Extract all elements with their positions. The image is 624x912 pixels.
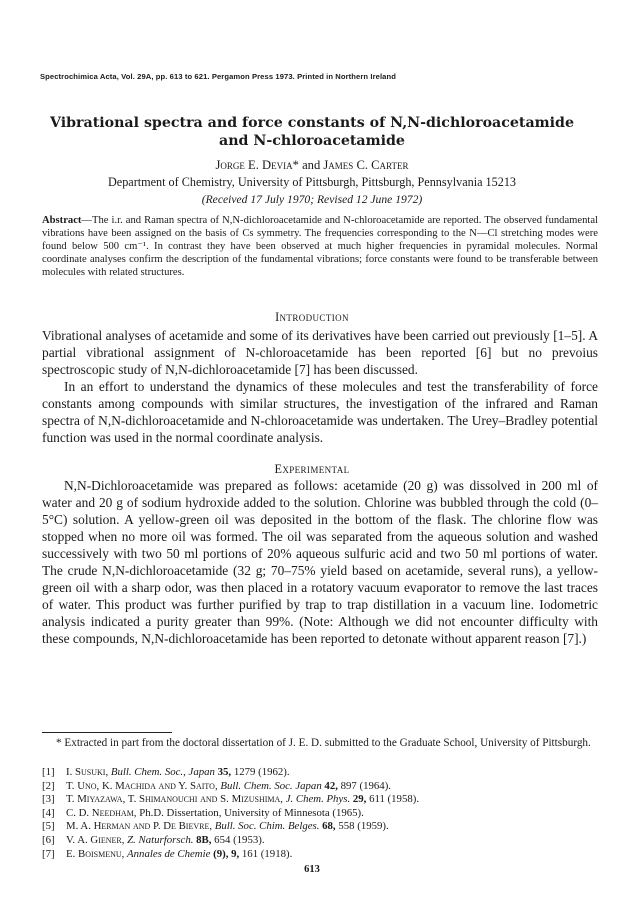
author-conjunction: and xyxy=(302,158,321,172)
reference-number: [3] xyxy=(42,793,55,806)
reference-details: Ph.D. Dissertation, University of Minnesota (1965). xyxy=(139,806,364,819)
section-heading-introduction: Introduction xyxy=(275,310,349,324)
reference-item xyxy=(42,834,598,848)
abstract xyxy=(42,214,598,279)
reference-journal: Z. Naturforsch. xyxy=(127,833,194,846)
reference-number: [4] xyxy=(42,806,55,819)
introduction-paragraph-2: In an effort to understand the dynamics of these molecules and test the transferability of force constants among compounds with similar structures, the investigation of the infrared and Raman spectra of N,N-dichloroacetamide and N-chloroacetamide was undertaken. The Urey–Bradley potential function was used in the normal coordinate analysis. xyxy=(42,379,598,445)
footnote xyxy=(42,736,598,750)
reference-item xyxy=(42,793,598,807)
journal-header: Spectrochimica Acta, Vol. 29A, pp. 613 to 621. Pergamon Press 1973. Printed in Northern Ireland xyxy=(40,72,396,81)
reference-authors: T. Uno, K. Machida and Y. Saito, xyxy=(66,779,218,792)
reference-authors: I. Susuki, xyxy=(66,766,109,778)
experimental-body xyxy=(42,477,598,647)
reference-journal: Bull. Chem. Soc. Japan xyxy=(220,779,322,792)
reference-item xyxy=(42,766,598,780)
reference-authors: V. A. Giener, xyxy=(66,833,125,846)
reference-item xyxy=(42,848,598,862)
reference-list xyxy=(42,766,598,861)
author-line xyxy=(20,158,604,173)
reference-volume: 35, xyxy=(217,766,232,778)
reference-item xyxy=(42,820,598,834)
page-number: 613 xyxy=(304,864,320,875)
reference-item xyxy=(42,807,598,821)
reference-details: 654 (1953). xyxy=(214,833,265,846)
reference-number: [6] xyxy=(42,833,55,846)
author-2: James C. Carter xyxy=(323,158,409,172)
reference-number: [5] xyxy=(42,820,55,833)
reference-volume: (9), 9, xyxy=(213,847,240,860)
article-title-line-1: Vibrational spectra and force constants of N,N-dichloroacetamide xyxy=(49,115,575,131)
footnote-text: * Extracted in part from the doctoral dissertation of J. E. D. submitted to the Graduate School, University of Pittsburgh. xyxy=(56,737,591,749)
section-heading-experimental: Experimental xyxy=(274,462,350,476)
introduction-paragraph-1: Vibrational analyses of acetamide and some of its derivatives have been carried out previously [1–5]. A partial vibrational assignment of N-chloroacetamide has been reported [6] but no prevoius spectroscopic study of N,N-dichloroacetamide [7] has been discussed. xyxy=(42,328,598,377)
received-dates: (Received 17 July 1970; Revised 12 June 1972) xyxy=(201,193,423,206)
reference-volume: 29, xyxy=(352,793,367,806)
footnote-divider xyxy=(42,732,172,733)
reference-details: 161 (1918). xyxy=(241,847,293,860)
reference-journal: Bull. Chem. Soc., Japan xyxy=(110,766,215,778)
reference-details: 611 (1958). xyxy=(369,793,420,806)
reference-authors: C. D. Needham, xyxy=(66,806,137,819)
abstract-text: —The i.r. and Raman spectra of N,N-dichloroacetamide and N-chloroacetamide are reported. The observed fundamental vibrations have been assigned on the basis of Cs symmetry. The frequencies corresponding to the N—Cl stretching modes were found below 500 cm⁻¹. In contrast they have been observed at much higher frequencies in pyramidal molecules. Normal coordinate analyses confirm the description of the fundamental vibrations; force constants were found to be transferable between molecules with related structures. xyxy=(42,215,598,279)
reference-authors: E. Boismenu, xyxy=(66,847,125,860)
experimental-paragraph-1: N,N-Dichloroacetamide was prepared as follows: acetamide (20 g) was dissolved in 200 ml of water and 20 g of sodium hydroxide added to the solution. Chlorine was bubbled through the cold (0–5°C) solution. A yellow-green oil was deposited in the bottom of the flask. The chlorine flow was stopped when no more oil was formed. The oil was separated from the aqueous solution and washed successively with two 50 ml portions of 20% aqueous sulfuric acid and two 50 ml portions of water. The crude N,N-dichloroacetamide (32 g; 70–75% yield based on acetamide, several runs), a yellow-green oil with a sharp odor, was then placed in a rotatory vacuum evaporator to remove the last traces of water. This product was further purified by trap to trap distillation in a vacuum line. Iodometric analysis indicated a purity greater than 99%. (Note: Although we did not encounter difficulty with these compounds, N,N-dichloroacetamide has been reported to detonate without apparent reason [7].) xyxy=(42,478,598,646)
reference-volume: 68, xyxy=(322,820,336,833)
abstract-label: Abstract xyxy=(42,215,82,226)
reference-number: [1] xyxy=(42,766,55,778)
reference-details: 558 (1959). xyxy=(338,820,389,833)
reference-journal: Bull. Soc. Chim. Belges. xyxy=(214,820,320,833)
reference-number: [2] xyxy=(42,779,55,792)
reference-details: 1279 (1962). xyxy=(233,766,290,778)
author-1: Jorge E. Devia* xyxy=(215,158,299,172)
reference-authors: T. Miyazawa, T. Shimanouchi and S. Mizushima, xyxy=(66,793,283,806)
reference-number: [7] xyxy=(42,847,55,860)
reference-journal: J. Chem. Phys. xyxy=(285,793,351,806)
affiliation: Department of Chemistry, University of Pittsburgh, Pittsburgh, Pennsylvania 15213 xyxy=(107,175,517,189)
reference-authors: M. A. Herman and P. De Bievre, xyxy=(66,820,213,833)
reference-item xyxy=(42,780,598,794)
article-title-line-2: and N-chloroacetamide xyxy=(219,133,405,149)
reference-journal: Annales de Chemie xyxy=(127,847,211,860)
introduction-body xyxy=(42,327,598,446)
reference-volume: 8B, xyxy=(196,833,212,846)
reference-details: 897 (1964). xyxy=(340,779,392,792)
reference-volume: 42, xyxy=(324,779,338,792)
